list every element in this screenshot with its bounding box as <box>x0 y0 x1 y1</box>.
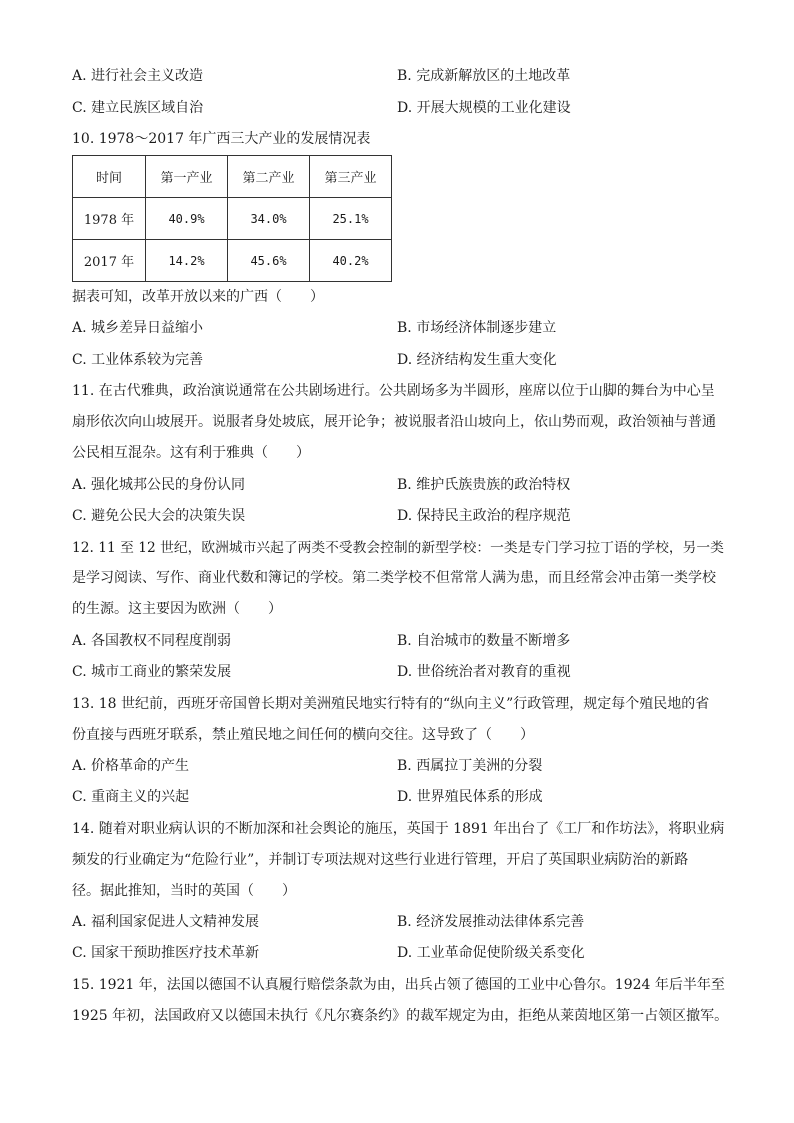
q14-stem-line2: 频发的行业确定为“危险行业”，并制订专项法规对这些行业进行管理，开启了英国职业病防治的新路 <box>72 852 689 868</box>
q10-option-d[interactable]: D. 经济结构发生重大变化 <box>397 352 557 368</box>
table-cell: 40.2% <box>310 240 392 282</box>
q10-option-a[interactable]: A. 城乡差异日益缩小 <box>72 320 204 336</box>
table-header-row <box>73 156 392 198</box>
q13-stem-line2: 份直接与西班牙联系，禁止殖民地之间任何的横向交往。这导致了（ ） <box>72 727 534 743</box>
q11-option-a[interactable]: A. 强化城邦公民的身份认同 <box>72 477 246 493</box>
q13-option-a[interactable]: A. 价格革命的产生 <box>72 758 190 774</box>
q9-option-a[interactable]: A. 进行社会主义改造 <box>72 68 204 84</box>
q14-option-b[interactable]: B. 经济发展推动法律体系完善 <box>397 914 585 930</box>
q12-option-a[interactable]: A. 各国教权不同程度削弱 <box>72 633 232 649</box>
q11-option-b[interactable]: B. 维护氏族贵族的政治特权 <box>397 477 571 493</box>
table-cell: 25.1% <box>310 198 392 240</box>
table-row <box>73 240 392 282</box>
table-row <box>73 198 392 240</box>
q12-option-c[interactable]: C. 城市工商业的繁荣发展 <box>72 664 232 680</box>
table-cell: 40.9% <box>146 198 228 240</box>
q13-stem-line1: 13. 18 世纪前，西班牙帝国曾长期对美洲殖民地实行特有的“纵向主义”行政管理，规定每个殖民地的省 <box>72 696 710 712</box>
q9-option-b[interactable]: B. 完成新解放区的土地改革 <box>397 68 571 84</box>
table-cell: 2017 年 <box>73 240 146 282</box>
q11-stem-line1: 11. 在古代雅典，政治演说通常在公共剧场进行。公共剧场多为半圆形，座席以位于山脚的舞台为中心呈 <box>72 383 715 399</box>
table-header-cell: 第二产业 <box>228 156 310 198</box>
q15-stem-line2: 1925 年初，法国政府又以德国未执行《凡尔赛条约》的裁军规定为由，拒绝从莱茵地区第一占领区撤军。 <box>72 1008 729 1024</box>
q12-option-d[interactable]: D. 世俗统治者对教育的重视 <box>397 664 571 680</box>
table-cell: 45.6% <box>228 240 310 282</box>
q12-stem-line2: 是学习阅读、写作、商业代数和簿记的学校。第二类学校不但常常人满为患，而且经常会冲击第一类学校 <box>72 570 716 586</box>
table-header-cell: 时间 <box>73 156 146 198</box>
q10-stem: 据表可知，改革开放以来的广西（ ） <box>72 289 324 305</box>
q13-option-d[interactable]: D. 世界殖民体系的形成 <box>397 789 543 805</box>
table-cell: 14.2% <box>146 240 228 282</box>
q12-option-b[interactable]: B. 自治城市的数量不断增多 <box>397 633 571 649</box>
q14-option-a[interactable]: A. 福利国家促进人文精神发展 <box>72 914 260 930</box>
table-header-cell: 第一产业 <box>146 156 228 198</box>
q14-stem-line3: 径。据此推知，当时的英国（ ） <box>72 883 296 899</box>
q9-option-c[interactable]: C. 建立民族区域自治 <box>72 100 204 116</box>
table-header-cell: 第三产业 <box>310 156 392 198</box>
table-cell: 1978 年 <box>73 198 146 240</box>
q14-stem-line1: 14. 随着对职业病认识的不断加深和社会舆论的施压，英国于 1891 年出台了《工厂和作坊法》，将职业病 <box>72 821 725 837</box>
q12-stem-line1: 12. 11 至 12 世纪，欧洲城市兴起了两类不受教会控制的新型学校：一类是专门学习拉丁语的学校，另一类 <box>72 540 724 556</box>
q11-option-d[interactable]: D. 保持民主政治的程序规范 <box>397 508 571 524</box>
q13-option-c[interactable]: C. 重商主义的兴起 <box>72 789 190 805</box>
q10-title: 10. 1978～2017 年广西三大产业的发展情况表 <box>72 131 371 147</box>
q14-option-d[interactable]: D. 工业革命促使阶级关系变化 <box>397 945 585 961</box>
q10-option-b[interactable]: B. 市场经济体制逐步建立 <box>397 320 557 336</box>
q9-option-d[interactable]: D. 开展大规模的工业化建设 <box>397 100 571 116</box>
q15-stem-line1: 15. 1921 年，法国以德国不认真履行赔偿条款为由，出兵占领了德国的工业中心鲁尔。1924 年后半年至 <box>72 977 725 993</box>
q11-stem-line2: 扇形依次向山坡展开。说服者身处坡底，展开论争；被说服者沿山坡向上，依山势而观，政治领袖与普通 <box>72 414 716 430</box>
q14-option-c[interactable]: C. 国家干预助推医疗技术革新 <box>72 945 260 961</box>
q13-option-b[interactable]: B. 西属拉丁美洲的分裂 <box>397 758 543 774</box>
table-cell: 34.0% <box>228 198 310 240</box>
q11-option-c[interactable]: C. 避免公民大会的决策失误 <box>72 508 246 524</box>
industry-table <box>72 155 392 282</box>
q11-stem-line3: 公民相互混杂。这有利于雅典（ ） <box>72 445 310 461</box>
q12-stem-line3: 的生源。这主要因为欧洲（ ） <box>72 601 282 617</box>
q10-option-c[interactable]: C. 工业体系较为完善 <box>72 352 204 368</box>
